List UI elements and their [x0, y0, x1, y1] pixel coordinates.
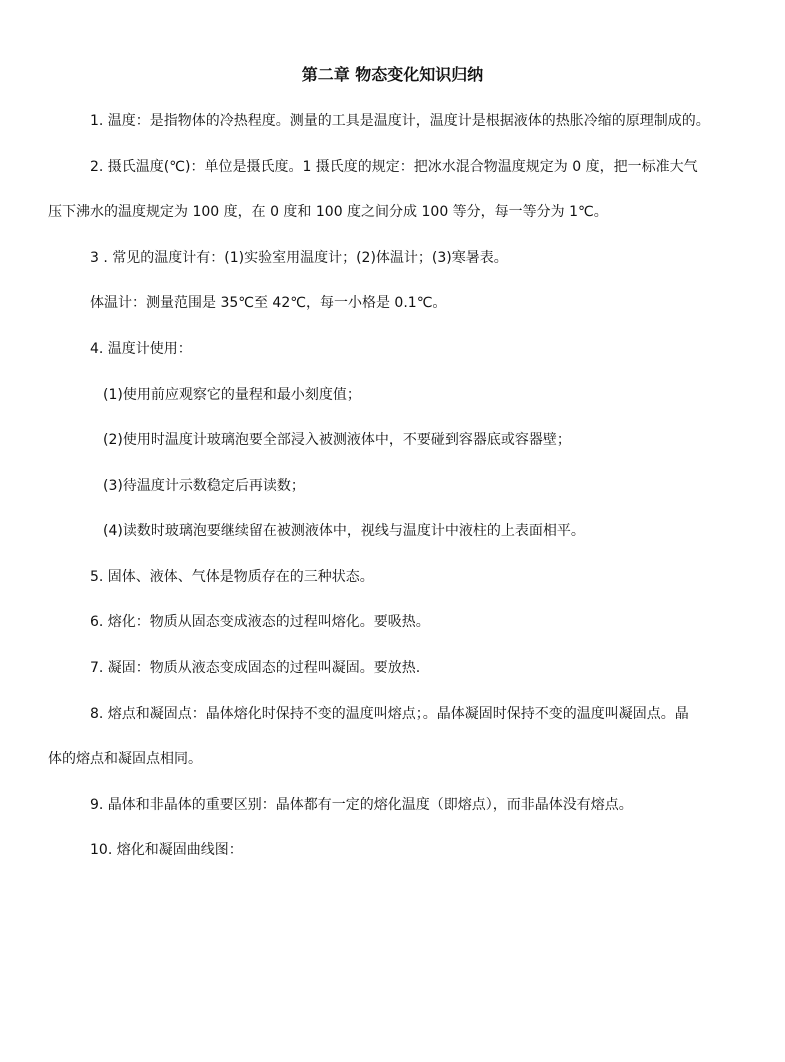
- item-5-states: 5. 固体、液体、气体是物质存在的三种状态。: [90, 569, 374, 585]
- item-8-melting-point-continued: 体的熔点和凝固点相同。: [48, 751, 202, 767]
- clinical-thermometer-note: 体温计：测量范围是 35℃至 42℃，每一小格是 0.1℃。: [90, 295, 447, 311]
- item-3-thermometer-types: 3 . 常见的温度计有：(1)实验室用温度计；(2)体温计；(3)寒暑表。: [90, 250, 508, 266]
- item-1-temperature: 1. 温度：是指物体的冷热程度。测量的工具是温度计，温度计是根据液体的热胀冷缩的原理制成的。: [90, 113, 710, 129]
- item-7-freezing: 7. 凝固：物质从液态变成固态的过程叫凝固。要放热.: [90, 660, 421, 676]
- item-6-melting: 6. 熔化：物质从固态变成液态的过程叫熔化。要吸热。: [90, 614, 430, 630]
- item-10-curve-heading: 10. 熔化和凝固曲线图：: [90, 842, 243, 858]
- usage-step-3: (3)待温度计示数稳定后再读数；: [103, 478, 305, 494]
- item-4-usage-heading: 4. 温度计使用：: [90, 341, 192, 357]
- page-title: 第二章 物态变化知识归纳: [301, 65, 484, 84]
- usage-step-4: (4)读数时玻璃泡要继续留在被测液体中，视线与温度计中液柱的上表面相平。: [103, 523, 585, 539]
- item-2-celsius: 2. 摄氏温度(℃)：单位是摄氏度。1 摄氏度的规定：把冰水混合物温度规定为 0 度，把一标准大气: [90, 159, 698, 175]
- usage-step-1: (1)使用前应观察它的量程和最小刻度值；: [103, 387, 361, 403]
- usage-step-2: (2)使用时温度计玻璃泡要全部浸入被测液体中，不要碰到容器底或容器壁；: [103, 432, 571, 448]
- item-2-celsius-continued: 压下沸水的温度规定为 100 度，在 0 度和 100 度之间分成 100 等分，每一等分为 1℃。: [48, 204, 608, 220]
- item-8-melting-point: 8. 熔点和凝固点：晶体熔化时保持不变的温度叫熔点；。晶体凝固时保持不变的温度叫凝固点。晶: [90, 706, 689, 722]
- item-9-crystal-difference: 9. 晶体和非晶体的重要区别：晶体都有一定的熔化温度（即熔点），而非晶体没有熔点。: [90, 797, 633, 813]
